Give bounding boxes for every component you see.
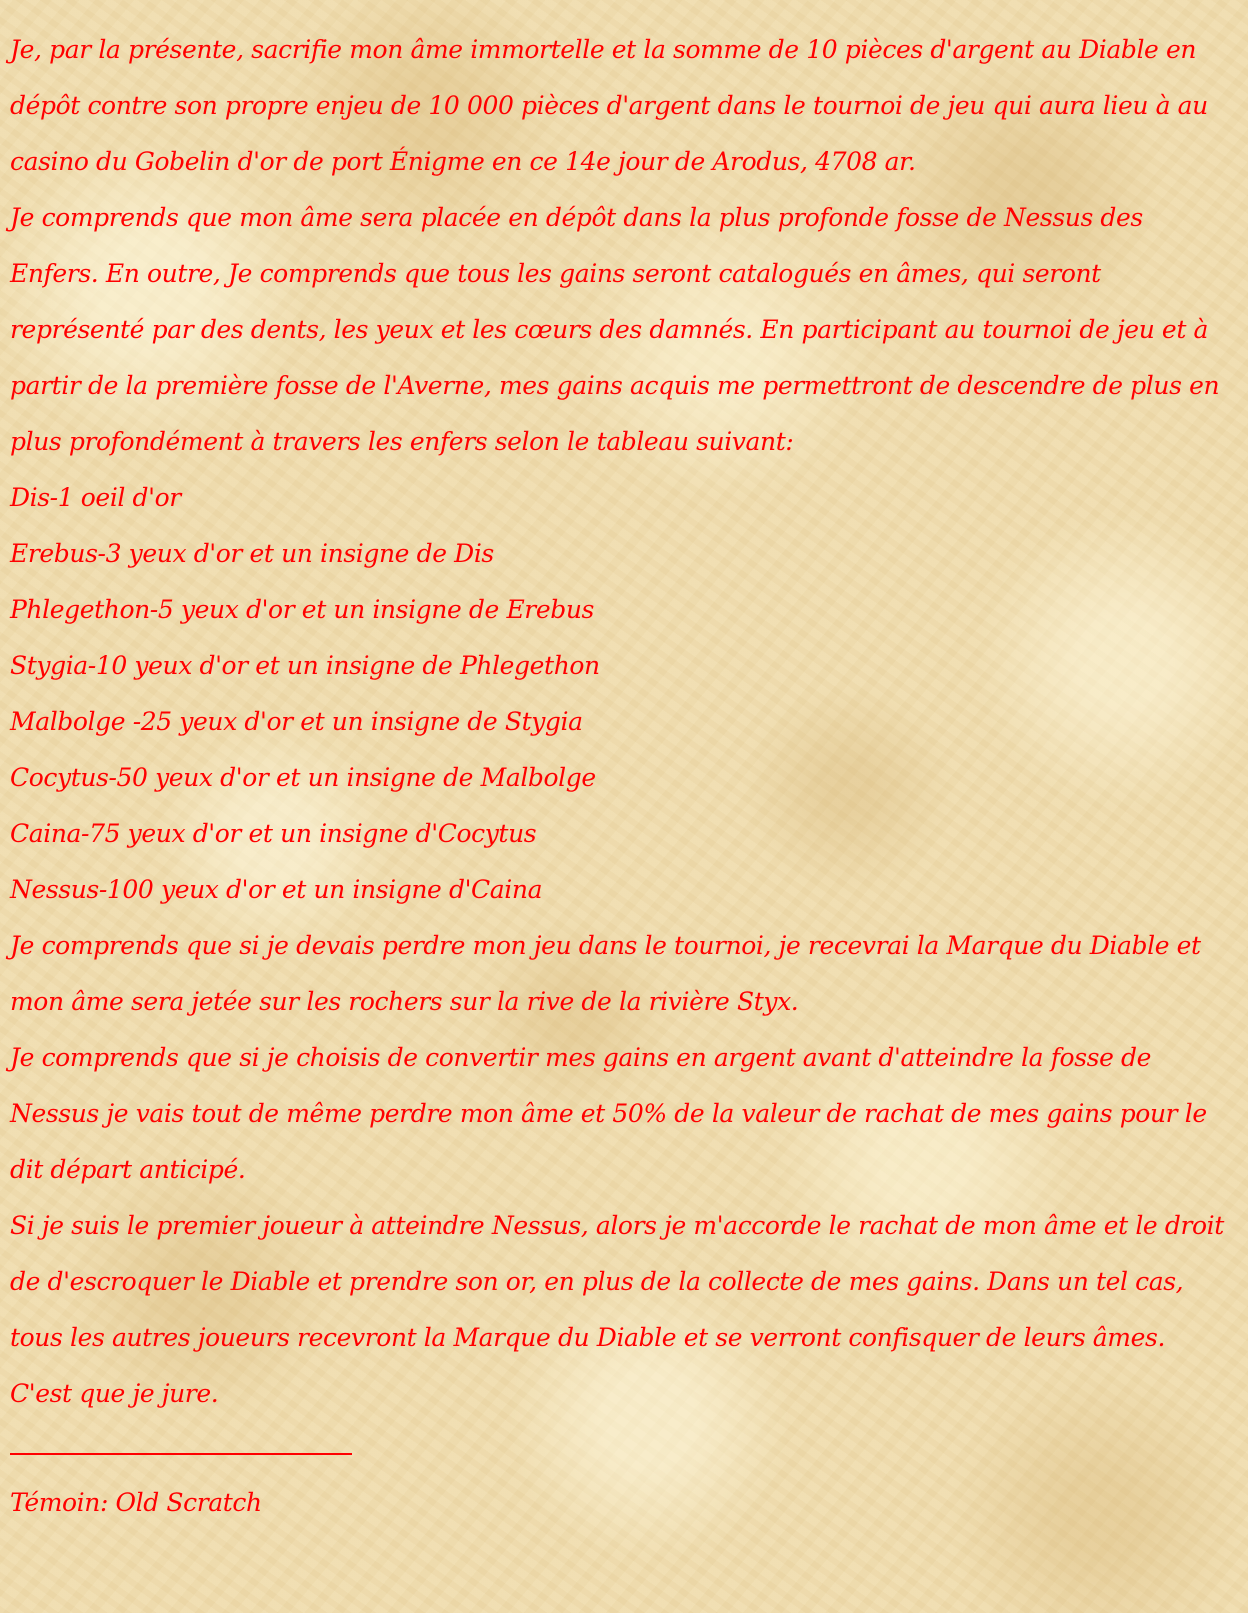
witness-line: Témoin: Old Scratch [10, 1488, 262, 1517]
contract-paragraph-1: Je, par la présente, sacrifie mon âme immortelle et la somme de 10 pièces d'argent au Diable en dépôt contre son propre enjeu de 10 000 pièces d'argent dans le tournoi de jeu qui aura lieu à au casino du Gobelin d'or de port Énigme en ce 14e jour de Arodus, 4708 ar. [10, 35, 1208, 176]
loss-clause: Je comprends que si je devais perdre mon jeu dans le tournoi, je recevrai la Marque du Diable et mon âme sera jetée sur les rochers sur la rive de la rivière Styx. [10, 931, 1201, 1016]
first-to-nessus-clause: Si je suis le premier joueur à atteindre Nessus, alors je m'accorde le rachat de mon âme et le droit de d'escroquer le Diable et prendre son or, en plus de la collecte de mes gains. Dans un tel cas, tous les autres joueurs recevront la Marque du Diable et se verront confisquer de leurs âmes. [10, 1211, 1224, 1352]
tier-dis: Dis-1 oeil d'or [10, 483, 181, 512]
tier-erebus: Erebus-3 yeux d'or et un insigne de Dis [10, 539, 494, 568]
tier-stygia: Stygia-10 yeux d'or et un insigne de Phlegethon [10, 651, 600, 680]
signature-line [10, 1453, 352, 1455]
signature-spacer [10, 1422, 1236, 1432]
tier-malbolge: Malbolge -25 yeux d'or et un insigne de Stygia [10, 707, 583, 736]
tier-caina: Caina-75 yeux d'or et un insigne d'Cocytus [10, 819, 537, 848]
tier-phlegethon: Phlegethon-5 yeux d'or et un insigne de Erebus [10, 595, 594, 624]
contract-text [10, 22, 1236, 1531]
contract-paragraph-2: Je comprends que mon âme sera placée en dépôt dans la plus profonde fosse de Nessus des Enfers. En outre, Je comprends que tous les gains seront catalogués en âmes, qui seront représenté par des dents, les yeux et les cœurs des damnés. En participant au tournoi de jeu et à partir de la première fosse de l'Averne, mes gains acquis me permettront de descendre de plus en plus profondément à travers les enfers selon le tableau suivant: [10, 203, 1220, 456]
tier-cocytus: Cocytus-50 yeux d'or et un insigne de Malbolge [10, 763, 596, 792]
early-exit-clause: Je comprends que si je choisis de convertir mes gains en argent avant d'atteindre la fosse de Nessus je vais tout de même perdre mon âme et 50% de la valeur de rachat de mes gains pour le dit départ anticipé. [10, 1043, 1207, 1184]
oath-line: C'est que je jure. [10, 1379, 219, 1408]
tier-nessus: Nessus-100 yeux d'or et un insigne d'Caina [10, 875, 543, 904]
